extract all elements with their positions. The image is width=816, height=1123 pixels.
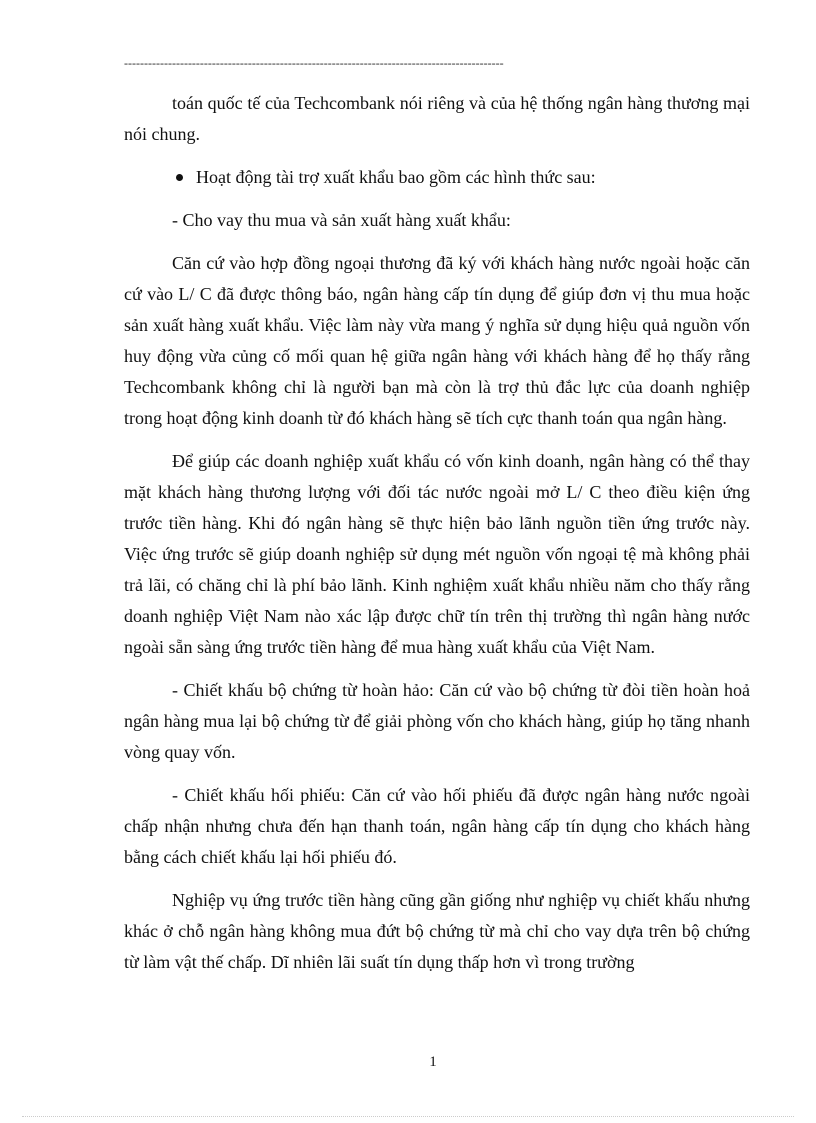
- paragraph-document-discount: - Chiết khấu bộ chứng từ hoàn hảo: Căn cứ vào bộ chứng từ đòi tiền hoàn hoả ngân hàng mua lại bộ chứng từ để giải phòng vốn cho khách hàng, giúp họ tăng nhanh vòng quay vốn.: [124, 680, 750, 762]
- paragraph-advance-payment: Để giúp các doanh nghiệp xuất khẩu có vốn kinh doanh, ngân hàng có thể thay mặt khách hàng thương lượng với đối tác nước ngoài mở L/ C theo điều kiện ứng trước tiền hàng. Khi đó ngân hàng sẽ thực hiện bảo lãnh nguồn tiền ứng trước này. Việc ứng trước sẽ giúp doanh nghiệp sử dụng mét nguồn vốn ngoại tệ mà không phải trả lãi, có chăng chỉ là phí bảo lãnh. Kinh nghiệm xuất khẩu nhiều năm cho thấy rằng doanh nghiệp Việt Nam nào xác lập được chữ tín trên thị trường thì ngân hàng nước ngoài sẵn sàng ứng trước tiền hàng để mua hàng xuất khẩu của Việt Nam.: [124, 451, 750, 657]
- page-number: 1: [429, 1054, 437, 1070]
- subheading-export-loans: - Cho vay thu mua và sản xuất hàng xuất khẩu:: [172, 210, 511, 230]
- document-body: [124, 88, 750, 990]
- bullet-dot-icon: [176, 174, 183, 181]
- bullet-text: Hoạt động tài trợ xuất khẩu bao gồm các hình thức sau:: [196, 167, 596, 187]
- paragraph-bill-discount: - Chiết khấu hối phiếu: Căn cứ vào hối phiếu đã được ngân hàng nước ngoài chấp nhận nhưng chưa đến hạn thanh toán, ngân hàng cấp tín dụng cho khách hàng bằng cách chiết khấu lại hối phiếu đó.: [124, 785, 750, 867]
- header-dashed-rule: -----------------------------------------------------------------------------------------------: [124, 56, 504, 70]
- paragraph-advance-vs-discount: Nghiệp vụ ứng trước tiền hàng cũng gần giống như nghiệp vụ chiết khấu nhưng khác ở chỗ ngân hàng không mua đứt bộ chứng từ mà chỉ cho vay dựa trên bộ chứng từ làm vật thế chấp. Dĩ nhiên lãi suất tín dụng thấp hơn vì trong trường: [124, 890, 750, 972]
- bullet-item: [124, 162, 750, 193]
- paragraph-intro: toán quốc tế của Techcombank nói riêng và của hệ thống ngân hàng thương mại nói chung.: [124, 93, 750, 144]
- paragraph-export-loans: Căn cứ vào hợp đồng ngoại thương đã ký với khách hàng nước ngoài hoặc căn cứ vào L/ C đã được thông báo, ngân hàng cấp tín dụng để giúp đơn vị thu mua hoặc sản xuất hàng xuất khẩu. Việc làm này vừa mang ý nghĩa sử dụng hiệu quả nguồn vốn huy động vừa củng cố mối quan hệ giữa ngân hàng với khách hàng để họ thấy rằng Techcombank không chỉ là người bạn mà còn là trợ thủ đắc lực của doanh nghiệp trong hoạt động kinh doanh từ đó khách hàng sẽ tích cực thanh toán qua ngân hàng.: [124, 253, 750, 428]
- footer-dotted-rule: [22, 1116, 794, 1117]
